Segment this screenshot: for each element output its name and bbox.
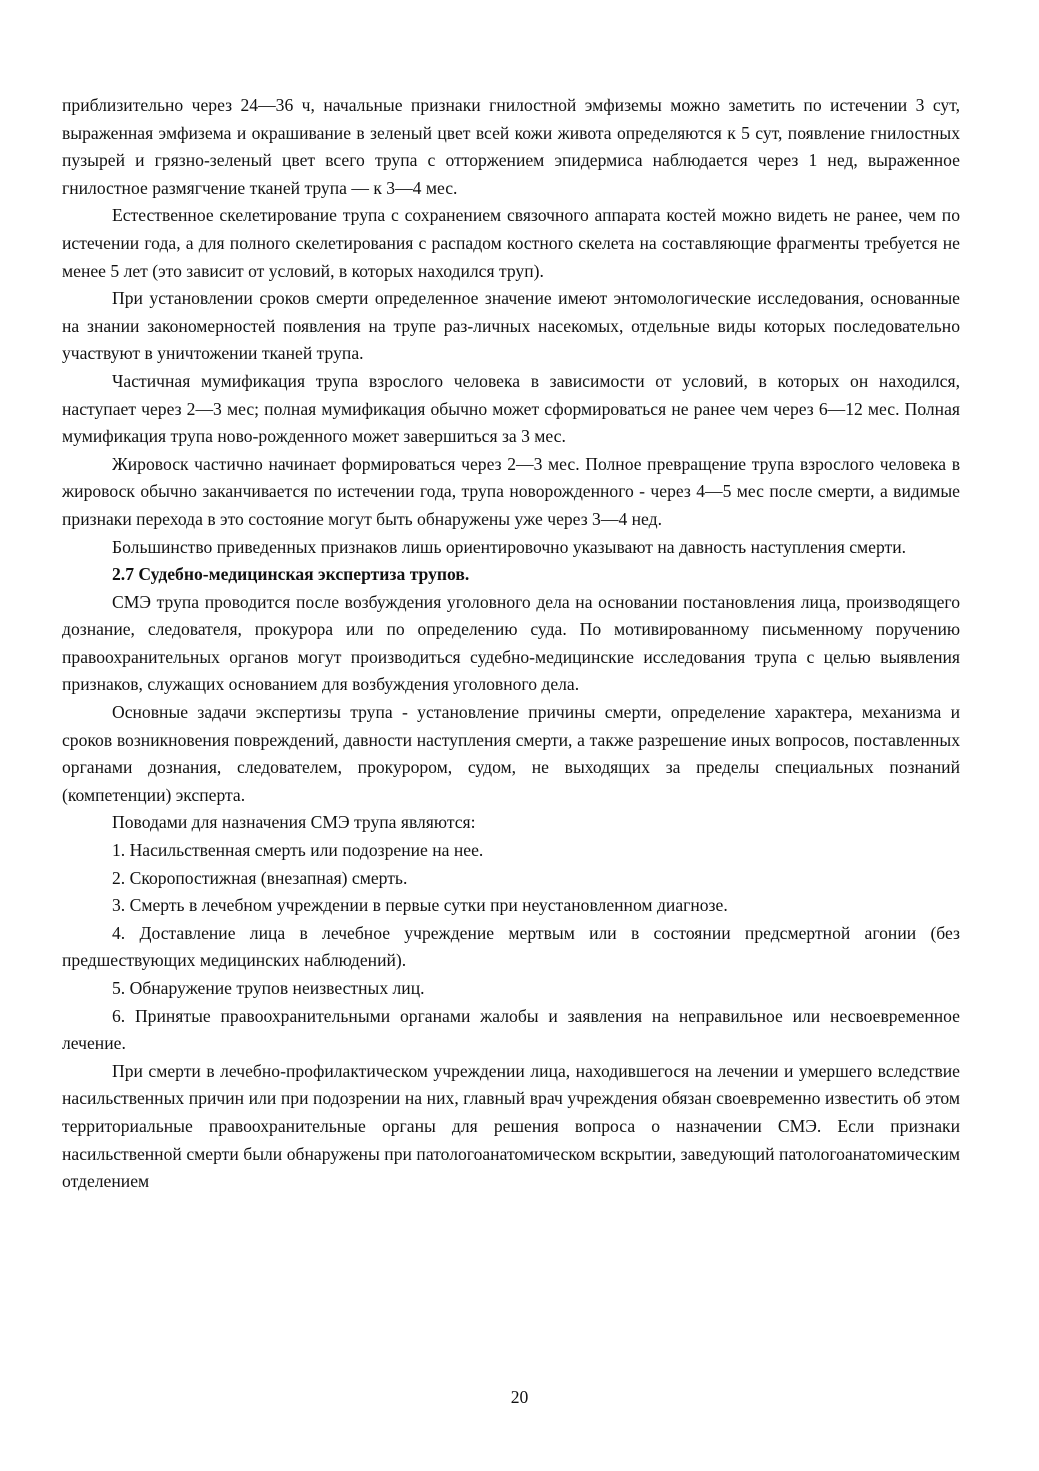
paragraph-mummification: Частичная мумификация трупа взрослого человека в зависимости от условий, в которых он находился, наступает через 2—3 мес; полная мумификация обычно может сформироваться не ранее чем через 6—12 мес. Полная мумификация трупа ново-рожденного может завершиться за 3 мес.: [62, 370, 960, 447]
paragraph-skeletonization: Естественное скелетирование трупа с сохранением связочного аппарата костей можно видеть не ранее, чем по истечении года, а для полного скелетирования с распадом костного скелета на составляющие фрагменты требуется не менее 5 лет (это зависит от условий, в которых находился труп).: [62, 205, 960, 281]
paragraph-approximate-signs: Большинство приведенных признаков лишь ориентировочно указывают на давность наступления смерти.: [112, 536, 907, 557]
list-item: 1. Насильственная смерть или подозрение на нее.: [112, 840, 484, 861]
paragraph-hospital-death: При смерти в лечебно-профилактическом учреждении лица, находившегося на лечении и умершего вследствие насильственных причин или при подозрении на них, главный врач учреждения обязан своевременно известить об этом территориальные правоохранительные органы для решения вопроса о назначении СМЭ. Если признаки насильственной смерти были обнаружены при патологоанатомическом вскрытии, заведующий патологоанатомическим отделением: [62, 1060, 960, 1192]
page-number: 20: [510, 1387, 529, 1407]
list-item: 6. Принятые правоохранительными органами жалобы и заявления на неправильное или несвоевременное лечение.: [62, 1005, 960, 1054]
list-item: 2. Скоропостижная (внезапная) смерть.: [112, 867, 408, 888]
paragraph-sme-grounds-intro: Поводами для назначения СМЭ трупа являются:: [112, 812, 476, 833]
paragraph-sme-tasks: Основные задачи экспертизы трупа - установление причины смерти, определение характера, механизма и сроков возникновения повреждений, давности наступления смерти, а также разрешение иных вопросов, поставленных органами дознания, следователем, прокурором, судом, не выходящих за пределы специальных познаний (компетенции) эксперта.: [62, 702, 960, 805]
section-heading: 2.7 Судебно-медицинская экспертиза трупов.: [112, 564, 470, 585]
document-page: [62, 92, 960, 1196]
list-item: 3. Смерть в лечебном учреждении в первые сутки при неустановленном диагнозе.: [112, 895, 728, 916]
paragraph-sme-basis: СМЭ трупа проводится после возбуждения уголовного дела на основании постановления лица, производящего дознание, следователя, прокурора или по определению суда. По мотивированному письменному поручению правоохранительных органов могут производиться судебно-медицинские исследования трупа с целью выявления признаков, служащих основанием для возбуждения уголовного дела.: [62, 591, 960, 695]
list-item: 5. Обнаружение трупов неизвестных лиц.: [112, 978, 425, 998]
paragraph-entomology: При установлении сроков смерти определенное значение имеют энтомологические исследования, основанные на знании закономерностей появления на трупе раз-личных насекомых, отдельные виды которых последовательно участвуют в уничтожении тканей трупа.: [62, 288, 960, 364]
list-item: 4. Доставление лица в лечебное учреждение мертвым или в состоянии предсмертной агонии (без предшествующих медицинских наблюдений).: [62, 922, 960, 971]
paragraph-adipocere: Жировоск частично начинает формироваться через 2—3 мес. Полное превращение трупа взрослого человека в жировоск обычно заканчивается по истечении года, трупа новорожденного - через 4—5 мес после смерти, а видимые признаки перехода в это состояние могут быть обнаружены уже через 3—4 нед.: [62, 453, 960, 529]
paragraph-putrefaction-timeline: приблизительно через 24—36 ч, начальные признаки гнилостной эмфиземы можно заметить по истечении 3 сут, выраженная эмфизема и окрашивание в зеленый цвет всей кожи живота определяются к 5 сут, появление гнилостных пузырей и грязно-зеленый цвет всего трупа с отторжением эпидермиса наблюдается через 1 нед, выраженное гнилостное размягчение тканей трупа — к 3—4 мес.: [62, 95, 960, 198]
